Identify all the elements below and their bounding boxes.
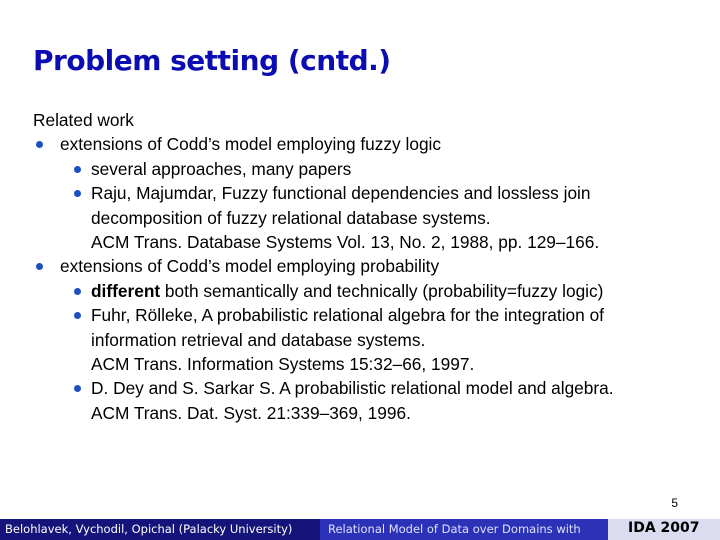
bullet-dot-icon: [36, 141, 43, 148]
bullet-item: [33, 254, 713, 278]
footer-conference-panel: [608, 519, 720, 540]
bullet-dot-icon: [74, 166, 81, 173]
bullet-dot-icon: [74, 312, 81, 319]
footer-bar: [0, 519, 720, 540]
footer-title-panel: [320, 519, 608, 540]
sub-bullet-item: [33, 376, 713, 425]
bullet-dot-icon: [36, 263, 43, 270]
footer-conference: IDA 2007: [628, 520, 700, 536]
bullet-item: [33, 132, 713, 156]
reference-line: ACM Trans. Database Systems Vol. 13, No. 2, 1988, pp. 129–166.: [91, 232, 600, 253]
bullet-text: extensions of Codd’s model employing fuzzy logic: [60, 134, 442, 155]
bullet-text: extensions of Codd’s model employing probability: [60, 256, 440, 277]
reference-line: ACM Trans. Dat. Syst. 21:339–369, 1996.: [91, 402, 411, 423]
bullet-dot-icon: [74, 385, 81, 392]
section-heading: Related work: [33, 110, 134, 130]
reference-line: Fuhr, Rölleke, A probabilistic relational algebra for the integration of: [91, 305, 604, 326]
footer-authors-panel: [0, 519, 320, 540]
slide-body: [33, 108, 713, 425]
footer-authors: Belohlavek, Vychodil, Opichal (Palacky University): [5, 522, 293, 536]
reference-line: ACM Trans. Information Systems 15:32–66, 1997.: [91, 354, 475, 375]
sub-bullet-item: [33, 157, 713, 181]
bullet-text: [91, 279, 713, 303]
page-number: 5: [671, 496, 678, 510]
bullet-dot-icon: [74, 288, 81, 295]
emphasis-text: different: [91, 280, 161, 301]
bullet-text-rest: both semantically and technically (probability=fuzzy logic): [160, 280, 604, 301]
sub-bullet-item: [33, 303, 713, 376]
reference-line: decomposition of fuzzy relational database systems.: [91, 207, 491, 228]
reference-line: Raju, Majumdar, Fuzzy functional dependencies and lossless join: [91, 183, 591, 204]
sub-bullet-item: [33, 181, 713, 254]
sub-bullet-item: [33, 279, 713, 303]
bullet-text: several approaches, many papers: [91, 158, 352, 179]
reference-line: D. Dey and S. Sarkar S. A probabilistic relational model and algebra.: [91, 378, 614, 399]
footer-talk-title: Relational Model of Data over Domains with: [328, 522, 581, 536]
slide-title: Problem setting (cntd.): [33, 44, 391, 77]
bullet-dot-icon: [74, 190, 81, 197]
reference-line: information retrieval and database systems.: [91, 329, 426, 350]
